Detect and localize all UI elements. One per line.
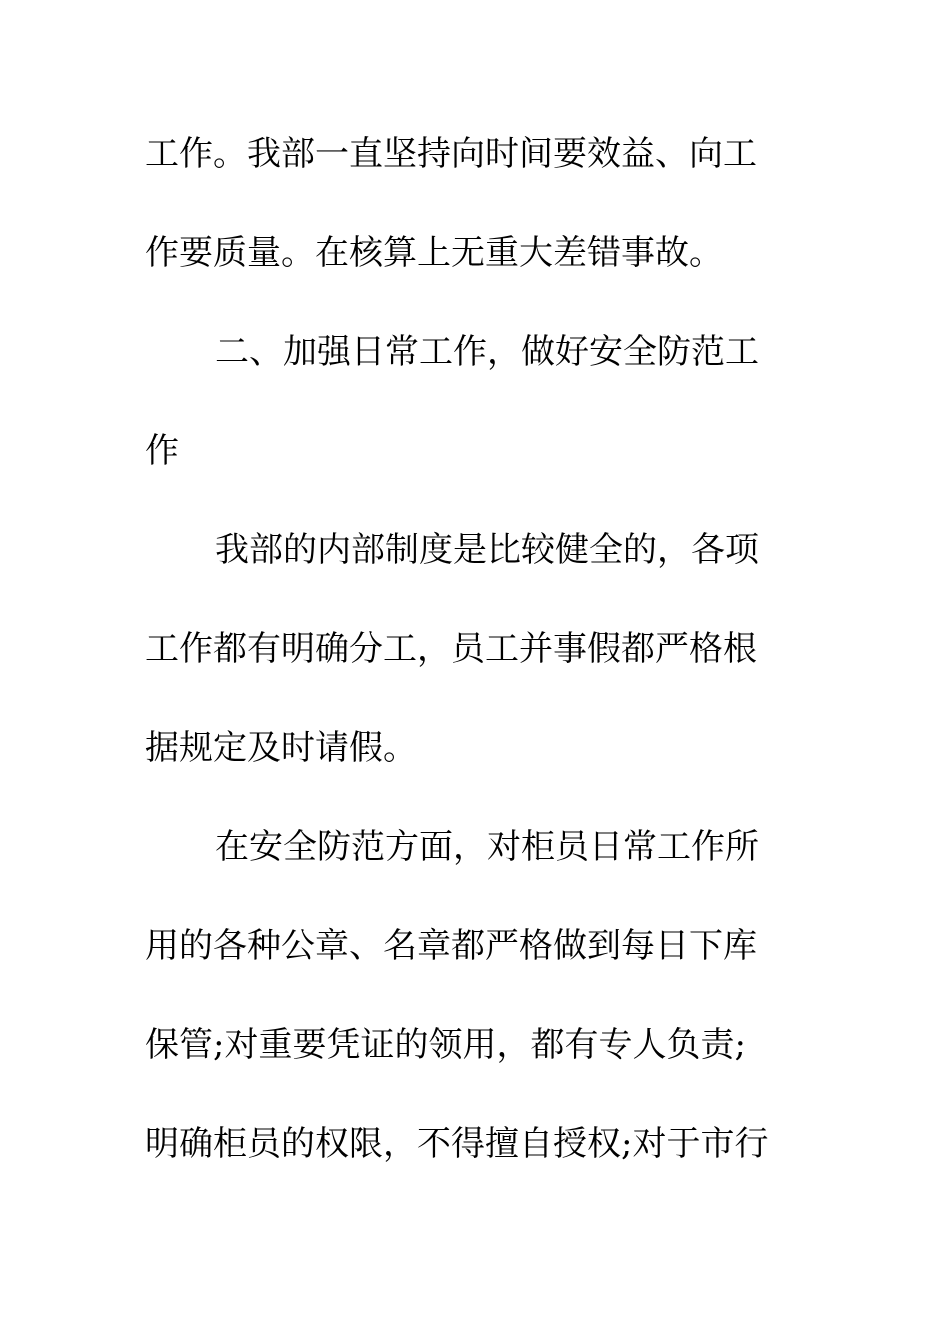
text-line-8: 在安全防范方面，对柜员日常工作所 (215, 827, 759, 867)
text-line-1: 工作。我部一直坚持向时间要效益、向工 (145, 134, 757, 174)
text-line-5: 我部的内部制度是比较健全的，各项 (215, 530, 759, 570)
text-line-10: 保管;对重要凭证的领用，都有专人负责; (145, 1025, 746, 1065)
text-line-6: 工作都有明确分工，员工并事假都严格根 (145, 629, 757, 669)
section-heading-line-2: 作 (145, 431, 179, 471)
text-line-7: 据规定及时请假。 (145, 728, 417, 768)
section-heading-line-1: 二、加强日常工作，做好安全防范工 (215, 332, 759, 372)
text-line-2: 作要质量。在核算上无重大差错事故。 (145, 233, 723, 273)
text-line-11: 明确柜员的权限，不得擅自授权;对于市行 (145, 1124, 769, 1164)
text-line-9: 用的各种公章、名章都严格做到每日下库 (145, 926, 757, 966)
